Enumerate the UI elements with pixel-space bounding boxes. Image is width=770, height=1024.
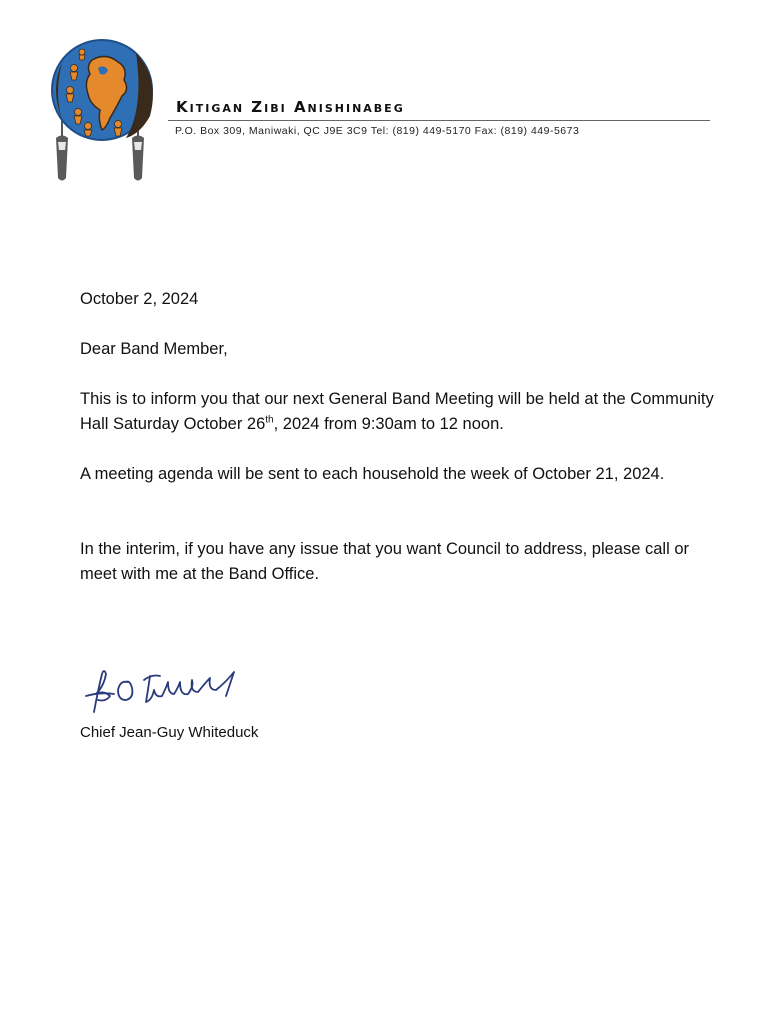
- paragraph-text-continued: , 2024 from 9:30am to 12 noon.: [273, 415, 504, 433]
- paragraph-text: This is to inform you that our next General Band Meeting will be held at the Community Hall Saturday October 26: [80, 390, 714, 433]
- ordinal-suffix: th: [265, 414, 274, 426]
- letterhead-divider: [168, 120, 710, 121]
- letter-date: October 2, 2024: [80, 290, 199, 308]
- letter-salutation: Dear Band Member,: [80, 340, 228, 358]
- organization-name: Kitigan Zibi Anishinabeg: [176, 98, 405, 116]
- signer-name: Chief Jean-Guy Whiteduck: [80, 724, 259, 741]
- letterhead: [0, 0, 770, 200]
- letter-paragraph-agenda: A meeting agenda will be sent to each household the week of October 21, 2024.: [80, 465, 665, 483]
- letter-paragraph-meeting: [80, 387, 720, 437]
- letter-paragraph-contact: In the interim, if you have any issue that you want Council to address, please call or meet with me at the Band Office.: [80, 540, 689, 583]
- handwritten-signature: [80, 660, 280, 720]
- organization-address: P.O. Box 309, Maniwaki, QC J9E 3C9 Tel: (819) 449-5170 Fax: (819) 449-5673: [175, 125, 580, 137]
- band-council-logo-icon: [40, 38, 165, 183]
